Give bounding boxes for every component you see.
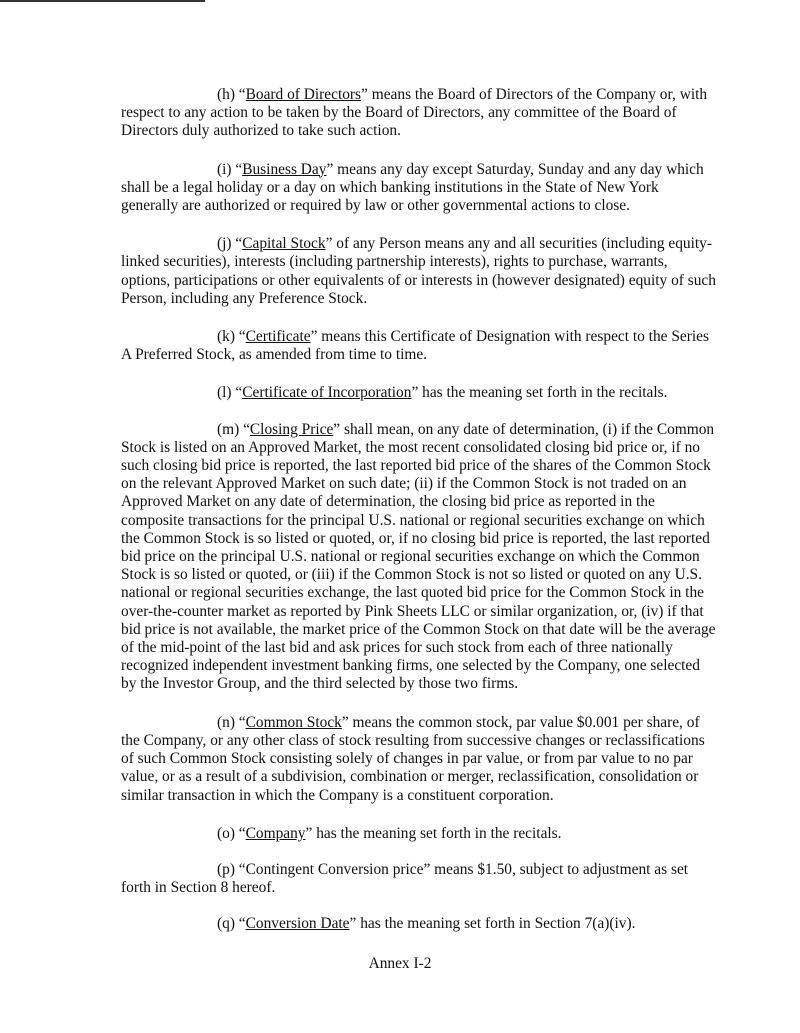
defined-term: Board of Directors (245, 86, 362, 103)
page-footer: Annex I-2 (368, 955, 432, 972)
defined-term: Contingent Conversion price (245, 860, 424, 878)
definition-company: (o) “Company” has the meaning set forth in the recitals. (217, 824, 562, 842)
defined-term: Business Day (242, 160, 327, 178)
defined-term: Certificate (245, 328, 311, 346)
definition-text: shall mean, on any date of determination, (i) if the Common Stock is listed on an Approved Market, the most recent consolidated closing bid price or, if no such closing bid price is reported, the last reported bid price of the shares of the Common Stock on the relevant Approved Market on such date; (ii) if the Common Stock is not traded on an Approved Market on any date of determination, the closing bid price as reported in the composite transactions for the principal U.S. national or regional securities exchange on which the Common Stock is so listed or quoted, or, if no closing bid price is reported, the last reported bid price on the principal U.S. national or regional securities exchange on which the Common Stock is so listed or quoted, or (iii) if the Common Stock is not so listed or quoted on any U.S. national or regional securities exchange, the last quoted bid price for the Common Stock in the over-the-counter market as reported by Pink Sheets LLC or similar organization, or, (iv) if that bid price is not available, the market price of the Common Stock on that date will be the average of the mid-point of the last bid and ask prices for such stock from each of three nationally recognized independent investment banking firms, one selected by the Company, one selected by the Investor Group, and the third selected by those two firms. (121, 420, 716, 693)
definition-text: means the common stock, par value $0.001 per share, of the Company, or any other class of stock resulting from successive changes or reclassifications of such Common Stock consisting solely of changes in par value, or from par value to no par value, or as a result of a subdivision, combination or merger, reclassification, consolidation or similar transaction in which the Company is a constituent corporation. (121, 713, 705, 804)
definition-letter: (j) (217, 235, 232, 253)
definition-text: means $1.50, subject to adjustment as set forth in Section 8 hereof. (121, 860, 689, 897)
definition-letter: (o) (217, 824, 235, 842)
definition-text: means any day except Saturday, Sunday and any day which shall be a legal holiday or a day on which banking institutions in the State of New York generally are authorized or required by law or other governmental actions to close. (121, 160, 704, 215)
document-body (121, 86, 717, 952)
definition-text: has the meaning set forth in the recitals. (418, 384, 668, 402)
definition-text: means the Board of Directors of the Company or, with respect to any action to be taken by the Board of Directors, any committee of the Board of Directors duly authorized to take such action. (121, 86, 708, 140)
definition-letter: (i) (217, 160, 232, 178)
definition-letter: (p) (217, 860, 235, 878)
defined-term: Common Stock (245, 713, 342, 731)
definition-letter: (l) (217, 384, 232, 402)
definition-text: has the meaning set forth in the recitals. (312, 824, 562, 842)
definition-common-stock: (n) “Common Stock” means the common stock, par value $0.001 per share, of the Company, or any other class of stock resulting from successive changes or reclassifications of such Common Stock consisting solely of changes in par value, or from par value to no par value, or as a result of a subdivision, combination or merger, reclassification, consolidation or similar transaction in which the Company is a constituent corporation. (121, 713, 705, 804)
definition-capital-stock: (j) “Capital Stock” of any Person means any and all securities (including equity-linked securities), interests (including partnership interests), rights to purchase, warrants, options, participations or other equivalents of or interests in (however designated) equity of such Person, including any Preference Stock. (121, 235, 716, 307)
definition-letter: (h) (217, 86, 235, 103)
definition-board-of-directors: (h) “Board of Directors” means the Board of Directors of the Company or, with respect to any action to be taken by the Board of Directors, any committee of the Board of Directors duly authorized to take such action. (121, 86, 708, 140)
definition-certificate: (k) “Certificate” means this Certificate of Designation with respect to the Series A Preferred Stock, as amended from time to time. (121, 328, 709, 364)
definition-letter: (m) (217, 420, 240, 438)
defined-term: Closing Price (249, 420, 334, 438)
definition-business-day: (i) “Business Day” means any day except Saturday, Sunday and any day which shall be a legal holiday or a day on which banking institutions in the State of New York generally are authorized or required by law or other governmental actions to close. (121, 160, 704, 215)
definition-letter: (q) (217, 915, 235, 933)
defined-term: Capital Stock (242, 235, 326, 253)
definition-letter: (n) (217, 713, 235, 731)
definition-conversion-date: (q) “Conversion Date” has the meaning set forth in Section 7(a)(iv). (217, 915, 636, 933)
definition-certificate-of-incorporation: (l) “Certificate of Incorporation” has the meaning set forth in the recitals. (217, 384, 668, 402)
definition-contingent-conversion-price: (p) “Contingent Conversion price” means $1.50, subject to adjustment as set forth in Section 8 hereof. (121, 860, 689, 897)
definition-text: has the meaning set forth in Section 7(a)(iv). (356, 915, 636, 933)
scan-top-rule (0, 0, 205, 2)
defined-term: Conversion Date (245, 915, 350, 933)
definition-letter: (k) (217, 328, 235, 346)
definition-closing-price: (m) “Closing Price” shall mean, on any date of determination, (i) if the Common Stock is listed on an Approved Market, the most recent consolidated closing bid price or, if no such closing bid price is reported, the last reported bid price of the shares of the Common Stock on the relevant Approved Market on such date; (ii) if the Common Stock is not traded on an Approved Market on any date of determination, the closing bid price as reported in the composite transactions for the principal U.S. national or regional securities exchange on which the Common Stock is so listed or quoted, or, if no closing bid price is reported, the last reported bid price on the principal U.S. national or regional securities exchange on which the Common Stock is so listed or quoted, or (iii) if the Common Stock is not so listed or quoted on any U.S. national or regional securities exchange, the last quoted bid price for the Common Stock in the over-the-counter market as reported by Pink Sheets LLC or similar organization, or, (iv) if that bid price is not available, the market price of the Common Stock on that date will be the average of the mid-point of the last bid and ask prices for such stock from each of three nationally recognized independent investment banking firms, one selected by the Company, one selected by the Investor Group, and the third selected by those two firms. (121, 420, 716, 693)
defined-term: Company (245, 824, 306, 842)
definition-text: means this Certificate of Designation with respect to the Series A Preferred Stock, as amended from time to time. (121, 328, 709, 364)
defined-term: Certificate of Incorporation (242, 384, 412, 402)
definition-text: of any Person means any and all securities (including equity-linked securities), interests (including partnership interests), rights to purchase, warrants, options, participations or other equivalents of or interests in (however designated) equity of such Person, including any Preference Stock. (121, 235, 716, 307)
